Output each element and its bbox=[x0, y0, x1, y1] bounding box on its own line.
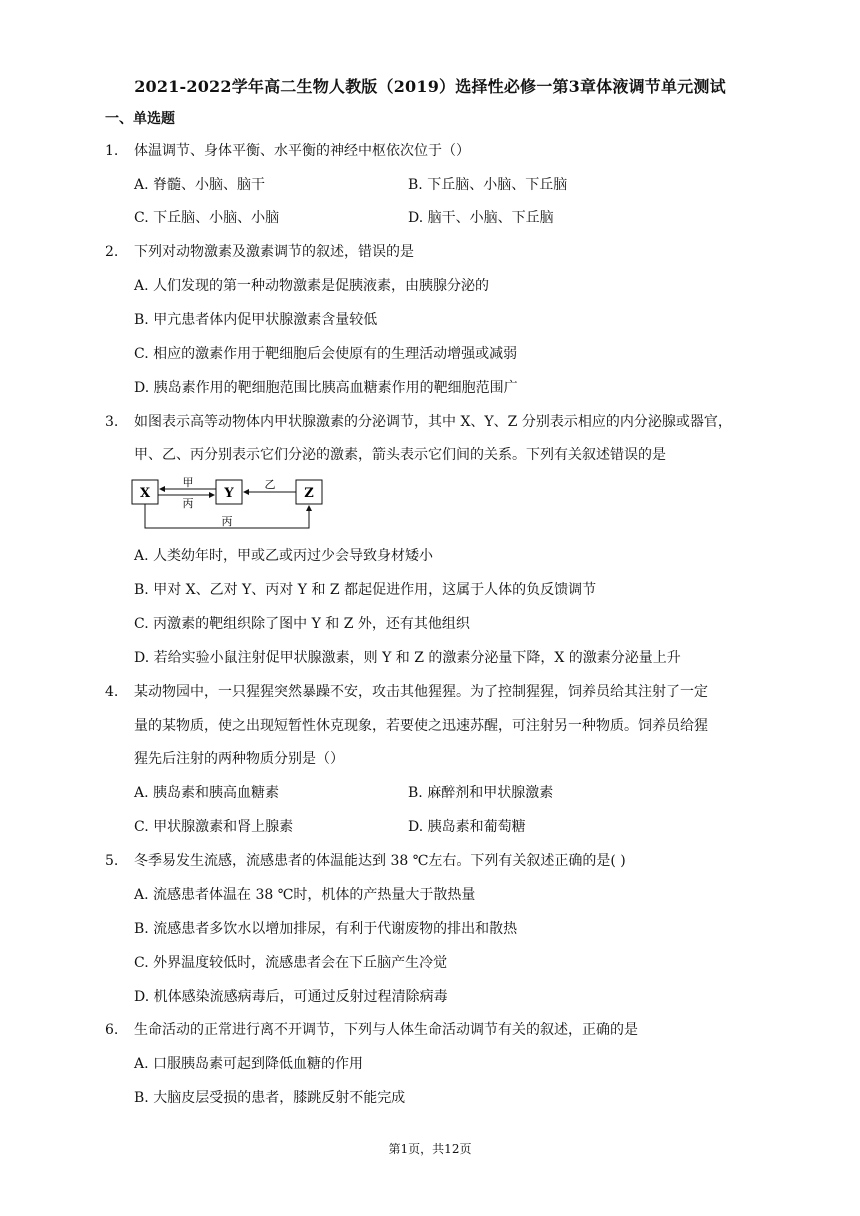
question-number: 3. bbox=[105, 414, 119, 430]
option: D. 胰岛素和葡萄糖 bbox=[408, 819, 526, 835]
option: C. 丙激素的靶组织除了图中 Y 和 Z 外，还有其他组织 bbox=[134, 616, 470, 632]
option: B. 甲对 X、乙对 Y、丙对 Y 和 Z 都起促进作用，这属于人体的负反馈调节 bbox=[134, 582, 597, 598]
question-stem: 生命活动的正常进行离不开调节，下列与人体生命活动调节有关的叙述，正确的是 bbox=[134, 1022, 638, 1038]
option: B. 大脑皮层受损的患者，膝跳反射不能完成 bbox=[134, 1090, 406, 1106]
option: D. 胰岛素作用的靶细胞范围比胰高血糖素作用的靶细胞范围广 bbox=[134, 380, 518, 396]
option: C. 下丘脑、小脑、小脑 bbox=[134, 210, 280, 226]
label-x: X bbox=[139, 486, 151, 501]
question-number: 2. bbox=[105, 244, 119, 260]
option: A. 流感患者体温在 38 ℃时，机体的产热量大于散热量 bbox=[134, 887, 476, 903]
label-bing-bottom: 丙 bbox=[221, 515, 233, 528]
question-stem: 猩先后注射的两种物质分别是（） bbox=[134, 751, 344, 767]
option: C. 甲状腺激素和肾上腺素 bbox=[134, 819, 294, 835]
option: A. 人类幼年时，甲或乙或丙过少会导致身材矮小 bbox=[134, 548, 434, 564]
question-stem: 下列对动物激素及激素调节的叙述，错误的是 bbox=[134, 244, 414, 260]
label-yi: 乙 bbox=[264, 478, 276, 491]
option: D. 若给实验小鼠注射促甲状腺激素，则 Y 和 Z 的激素分泌量下降，X 的激素分泌量上升 bbox=[134, 650, 681, 666]
question-stem: 甲、乙、丙分别表示它们分泌的激素，箭头表示它们间的关系。下列有关叙述错误的是 bbox=[134, 447, 666, 463]
section-heading: 一、单选题 bbox=[105, 111, 175, 127]
option: D. 脑干、小脑、下丘脑 bbox=[408, 210, 554, 226]
option: A. 人们发现的第一种动物激素是促胰液素，由胰腺分泌的 bbox=[134, 278, 490, 294]
option: B. 下丘脑、小脑、下丘脑 bbox=[408, 177, 568, 193]
question-stem: 量的某物质，使之出现短暂性休克现象，若要使之迅速苏醒，可注射另一种物质。饲养员给猩 bbox=[134, 718, 708, 734]
label-y: Y bbox=[224, 486, 234, 501]
option: B. 流感患者多饮水以增加排尿，有利于代谢废物的排出和散热 bbox=[134, 921, 518, 937]
label-bing-top: 丙 bbox=[182, 497, 194, 510]
question-stem: 某动物园中，一只猩猩突然暴躁不安，攻击其他猩猩。为了控制猩猩，饲养员给其注射了一定 bbox=[134, 684, 708, 700]
question-stem: 冬季易发生流感，流感患者的体温能达到 38 ℃左右。下列有关叙述正确的是( ) bbox=[134, 853, 626, 869]
label-z: Z bbox=[304, 486, 314, 501]
option: C. 相应的激素作用于靶细胞后会使原有的生理活动增强或减弱 bbox=[134, 346, 518, 362]
label-jia: 甲 bbox=[182, 476, 194, 489]
question-number: 4. bbox=[105, 684, 119, 700]
option: A. 脊髓、小脑、脑干 bbox=[134, 177, 266, 193]
option: C. 外界温度较低时，流感患者会在下丘脑产生冷觉 bbox=[134, 955, 448, 971]
hormone-regulation-diagram bbox=[130, 476, 330, 534]
option: D. 机体感染流感病毒后，可通过反射过程清除病毒 bbox=[134, 989, 448, 1005]
question-stem: 如图表示高等动物体内甲状腺激素的分泌调节，其中 X、Y、Z 分别表示相应的内分泌腺或器官， bbox=[134, 414, 732, 430]
option: A. 口服胰岛素可起到降低血糖的作用 bbox=[134, 1056, 364, 1072]
page-title: 2021-2022学年高二生物人教版（2019）选择性必修一第3章体液调节单元测试 bbox=[134, 77, 726, 96]
option: A. 胰岛素和胰高血糖素 bbox=[134, 785, 280, 801]
question-number: 5. bbox=[105, 853, 119, 869]
question-number: 1. bbox=[105, 143, 119, 159]
option: B. 甲亢患者体内促甲状腺激素含量较低 bbox=[134, 312, 378, 328]
page-footer: 第1页，共12页 bbox=[388, 1142, 472, 1156]
option: B. 麻醉剂和甲状腺激素 bbox=[408, 785, 554, 801]
question-stem: 体温调节、身体平衡、水平衡的神经中枢依次位于（） bbox=[134, 143, 470, 159]
question-number: 6. bbox=[105, 1022, 119, 1038]
